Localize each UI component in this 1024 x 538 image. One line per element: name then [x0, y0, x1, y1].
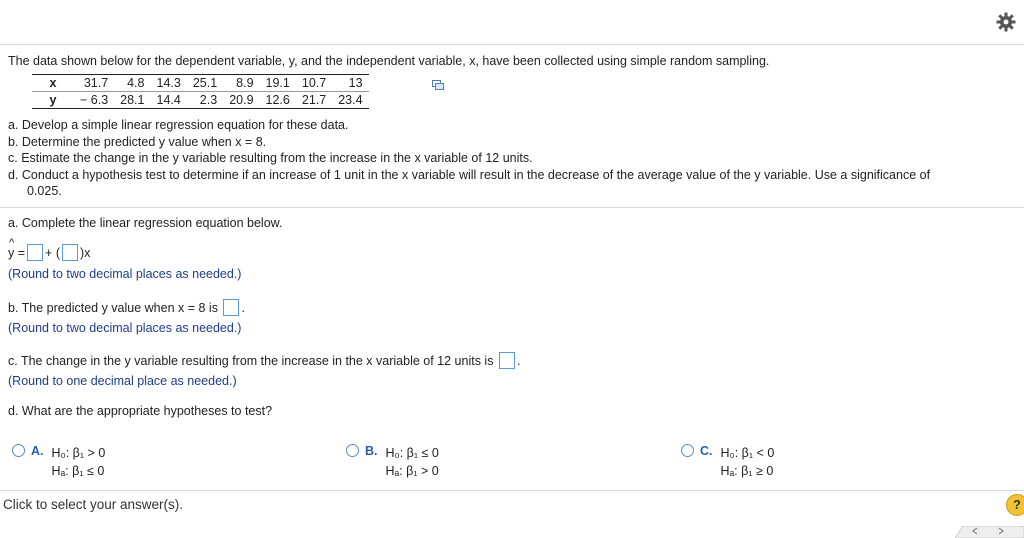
copy-data-icon[interactable] — [432, 80, 444, 90]
part-d-prompt: d. What are the appropriate hypotheses to test? — [8, 404, 273, 418]
x-value: 31.7 — [74, 75, 114, 92]
problem-statement — [8, 54, 1018, 200]
y-label: y — [32, 92, 74, 109]
y-value: 28.1 — [114, 92, 150, 109]
data-table — [32, 74, 369, 109]
top-toolbar — [0, 0, 1024, 45]
section-divider — [0, 207, 1024, 208]
null-hypothesis: H₀: β₁ ≤ 0 — [385, 446, 439, 460]
null-hypothesis: H₀: β₁ > 0 — [51, 446, 106, 460]
x-label: x — [32, 75, 74, 92]
y-hat: ^ y — [8, 237, 15, 260]
alt-hypothesis: Hₐ: β₁ ≥ 0 — [720, 464, 774, 478]
task-item: 0.025. — [27, 184, 62, 198]
y-value: 20.9 — [223, 92, 259, 109]
slope-input[interactable] — [62, 244, 78, 261]
task-list — [8, 117, 1018, 200]
choice-b[interactable] — [346, 444, 439, 480]
y-value: 12.6 — [260, 92, 296, 109]
choice-letter: A. — [31, 444, 44, 458]
choice-c[interactable] — [681, 444, 774, 480]
part-b-hint: (Round to two decimal places as needed.) — [8, 321, 242, 335]
problem-intro: The data shown below for the dependent variable, y, and the independent variable, x, have been collected using simple random sampling. — [8, 54, 770, 68]
footer-divider — [0, 490, 1024, 491]
choice-a[interactable] — [12, 444, 105, 480]
gear-icon[interactable] — [996, 12, 1016, 32]
alt-hypothesis: Hₐ: β₁ ≤ 0 — [51, 464, 105, 478]
y-row — [32, 92, 369, 109]
task-item: a. Develop a simple linear regression equation for these data. — [8, 118, 349, 132]
x-value: 19.1 — [260, 75, 296, 92]
x-value: 10.7 — [296, 75, 332, 92]
radio-button[interactable] — [346, 444, 359, 457]
choice-letter: B. — [365, 444, 378, 458]
change-value-input[interactable] — [499, 352, 515, 369]
x-value: 14.3 — [151, 75, 187, 92]
choice-letter: C. — [700, 444, 713, 458]
null-hypothesis: H₀: β₁ < 0 — [720, 446, 775, 460]
y-value: − 6.3 — [74, 92, 114, 109]
y-value: 21.7 — [296, 92, 332, 109]
x-value: 13 — [332, 75, 368, 92]
y-value: 23.4 — [332, 92, 368, 109]
help-button[interactable]: ? — [1006, 494, 1024, 516]
part-a-hint: (Round to two decimal places as needed.) — [8, 267, 242, 281]
task-item: c. Estimate the change in the y variable resulting from the increase in the x variable of 12 units. — [8, 151, 533, 165]
y-value: 14.4 — [151, 92, 187, 109]
y-value: 2.3 — [187, 92, 223, 109]
task-item: d. Conduct a hypothesis test to determine if an increase of 1 unit in the x variable will result in the decrease of the average value of the y variable. Use a significance of — [8, 167, 931, 182]
radio-button[interactable] — [12, 444, 25, 457]
predicted-value-input[interactable] — [223, 299, 239, 316]
part-c-hint: (Round to one decimal place as needed.) — [8, 374, 237, 388]
part-c-line: c. The change in the y variable resulting from the increase in the x variable of 12 units is . — [8, 354, 521, 368]
alt-hypothesis: Hₐ: β₁ > 0 — [385, 464, 439, 478]
intercept-input[interactable] — [27, 244, 43, 261]
x-value: 25.1 — [187, 75, 223, 92]
footer-instruction: Click to select your answer(s). — [3, 497, 184, 512]
part-a-prompt: a. Complete the linear regression equation below. — [8, 216, 283, 230]
radio-button[interactable] — [681, 444, 694, 457]
task-item: b. Determine the predicted y value when x = 8. — [8, 134, 267, 149]
part-b-prompt: b. The predicted y value when x = 8 is — [8, 301, 218, 315]
nav-arrows-icon[interactable] — [955, 526, 1024, 538]
x-value: 4.8 — [114, 75, 150, 92]
x-value: 8.9 — [223, 75, 259, 92]
part-b-line: b. The predicted y value when x = 8 is . — [8, 301, 245, 315]
x-row — [32, 75, 369, 92]
part-c-prompt: c. The change in the y variable resulting from the increase in the x variable of 12 units is — [8, 354, 494, 368]
regression-equation: ^ y = + ( )x — [8, 237, 91, 260]
